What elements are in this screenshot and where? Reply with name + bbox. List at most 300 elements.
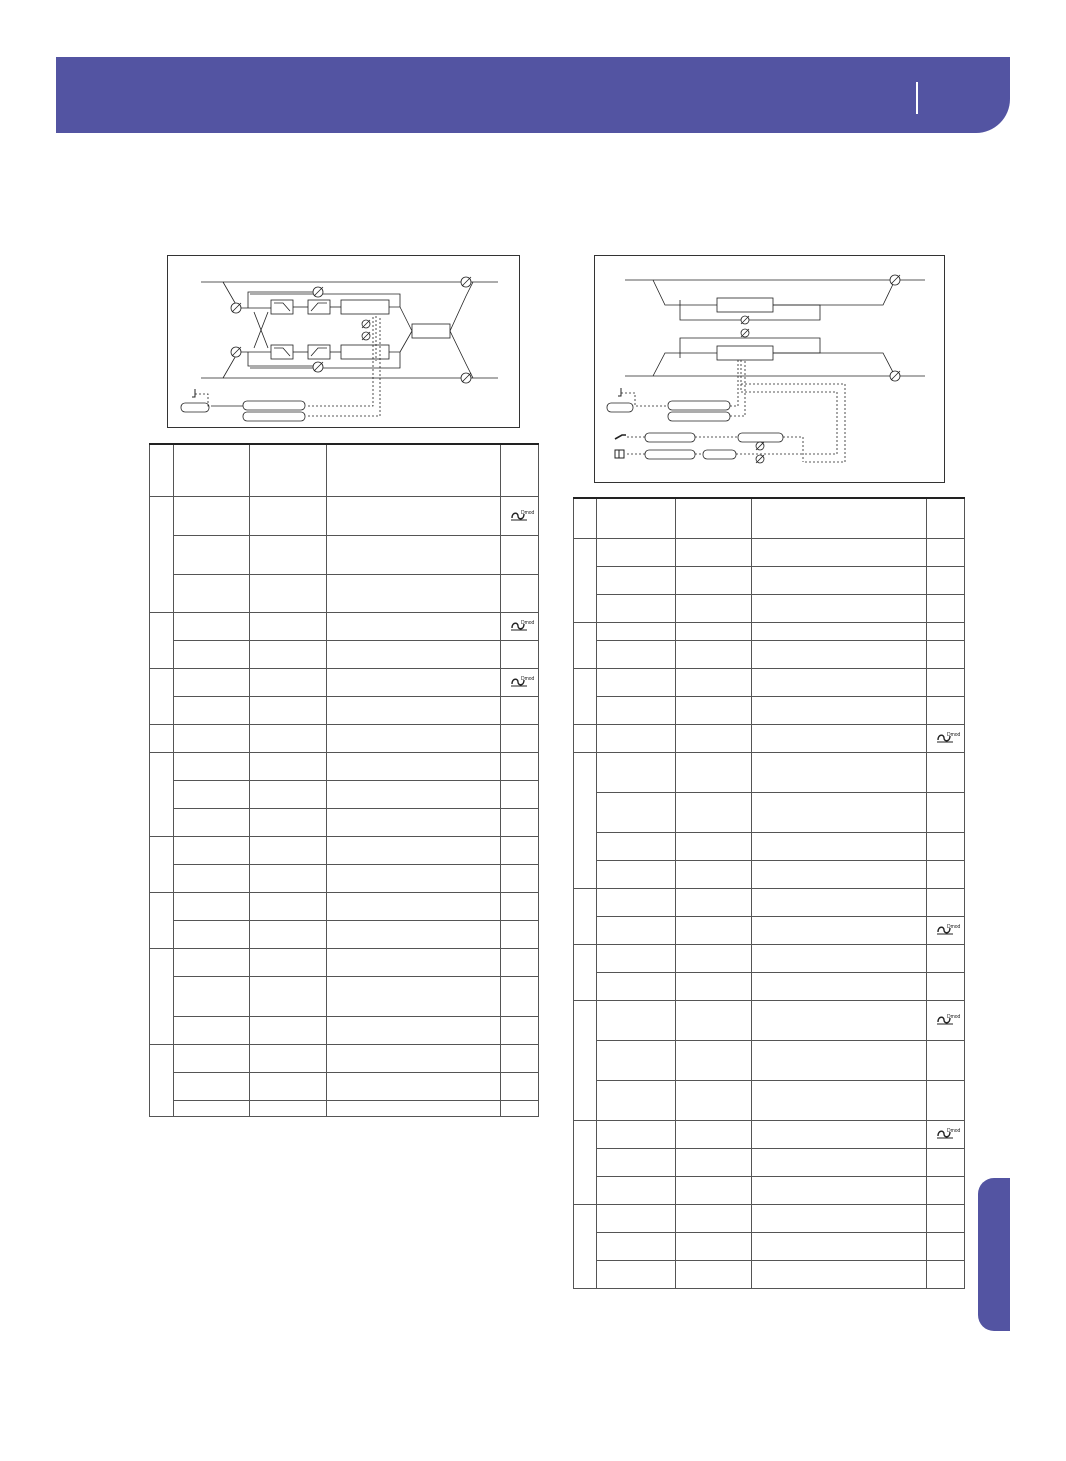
table-cell xyxy=(752,1080,927,1120)
table-row xyxy=(150,724,539,752)
table-cell xyxy=(752,696,927,724)
modulation-cell xyxy=(501,920,539,948)
table-row xyxy=(150,976,539,1016)
group-cell xyxy=(574,1000,597,1120)
table-cell xyxy=(752,1260,927,1288)
table-cell xyxy=(597,1120,676,1148)
table-cell xyxy=(597,752,676,792)
table-cell xyxy=(597,888,676,916)
table-row xyxy=(150,1016,539,1044)
table-cell xyxy=(676,622,752,640)
modulation-cell xyxy=(501,752,539,780)
table-row xyxy=(150,920,539,948)
table-row xyxy=(150,1072,539,1100)
table-cell xyxy=(327,976,501,1016)
svg-text:Dmod: Dmod xyxy=(946,924,960,930)
source-box-1 xyxy=(645,433,695,442)
table-cell xyxy=(752,566,927,594)
table-cell xyxy=(676,972,752,1000)
table-cell xyxy=(250,808,327,836)
header-cell xyxy=(574,498,597,538)
dmod-source-icon xyxy=(509,508,534,522)
table-row xyxy=(150,1100,539,1116)
header-cell xyxy=(752,498,927,538)
table-cell xyxy=(327,574,501,612)
delay-box-lower xyxy=(717,346,773,360)
table-cell xyxy=(250,496,327,535)
table-cell xyxy=(250,780,327,808)
filter-hpf-upper xyxy=(308,300,330,314)
table-cell xyxy=(250,976,327,1016)
table-cell xyxy=(597,860,676,888)
table-cell xyxy=(676,944,752,972)
table-cell xyxy=(174,668,250,696)
table-cell xyxy=(597,792,676,832)
table-row xyxy=(574,1232,965,1260)
table-row xyxy=(574,622,965,640)
table-cell xyxy=(676,1120,752,1148)
table-cell xyxy=(174,640,250,668)
table-row xyxy=(574,724,965,752)
table-row xyxy=(574,1176,965,1204)
modulation-cell xyxy=(927,594,965,622)
dmod-source-icon xyxy=(509,618,534,632)
group-cell xyxy=(150,836,174,892)
table-cell xyxy=(327,1100,501,1116)
table-row xyxy=(150,574,539,612)
table-cell xyxy=(752,538,927,566)
dmod-source-icon xyxy=(509,674,534,688)
table-cell xyxy=(752,724,927,752)
table-row xyxy=(574,972,965,1000)
note-tempo-icon xyxy=(618,388,621,396)
table-cell xyxy=(327,1044,501,1072)
modulation-cell xyxy=(501,1100,539,1116)
modulation-cell xyxy=(927,1148,965,1176)
header-cell xyxy=(150,444,174,496)
modulation-cell xyxy=(927,916,965,944)
modulation-cell xyxy=(927,668,965,696)
modulation-cell xyxy=(501,612,539,640)
source-box-4 xyxy=(703,450,736,459)
table-cell xyxy=(250,724,327,752)
table-cell xyxy=(676,1040,752,1080)
table-cell xyxy=(327,892,501,920)
modulation-cell xyxy=(927,1120,965,1148)
left-parameter-table xyxy=(149,443,539,1117)
table-cell xyxy=(327,864,501,892)
modulation-cell xyxy=(501,864,539,892)
modulation-cell xyxy=(501,496,539,535)
table-cell xyxy=(327,640,501,668)
modulation-cell xyxy=(927,538,965,566)
table-row xyxy=(150,752,539,780)
modulation-cell xyxy=(927,752,965,792)
header-cell xyxy=(597,498,676,538)
table-row xyxy=(150,612,539,640)
table-cell xyxy=(174,612,250,640)
group-cell xyxy=(150,892,174,948)
table-row xyxy=(574,1080,965,1120)
modulation-cell xyxy=(927,1000,965,1040)
source-box-3 xyxy=(738,433,783,442)
table-row xyxy=(150,1044,539,1072)
modulation-cell xyxy=(501,780,539,808)
table-row xyxy=(150,496,539,535)
table-cell xyxy=(597,972,676,1000)
modulation-cell xyxy=(927,1080,965,1120)
table-cell xyxy=(597,622,676,640)
table-cell xyxy=(752,1148,927,1176)
table-cell xyxy=(250,836,327,864)
group-cell xyxy=(574,622,597,668)
table-header-row xyxy=(574,498,965,538)
table-cell xyxy=(597,832,676,860)
table-row xyxy=(150,535,539,574)
table-cell xyxy=(327,496,501,535)
table-cell xyxy=(597,1176,676,1204)
svg-text:Dmod: Dmod xyxy=(520,620,534,626)
table-cell xyxy=(597,1040,676,1080)
table-cell xyxy=(327,668,501,696)
svg-text:Dmod: Dmod xyxy=(946,732,960,738)
modulation-cell xyxy=(501,808,539,836)
table-cell xyxy=(250,892,327,920)
table-cell xyxy=(676,1260,752,1288)
table-row xyxy=(574,888,965,916)
table-cell xyxy=(174,535,250,574)
table-row xyxy=(574,860,965,888)
dmod-source-icon xyxy=(935,1012,960,1026)
table-cell xyxy=(752,752,927,792)
table-cell xyxy=(597,724,676,752)
table-cell xyxy=(676,696,752,724)
table-cell xyxy=(250,1100,327,1116)
table-cell xyxy=(597,1080,676,1120)
table-cell xyxy=(250,752,327,780)
modulation-cell xyxy=(501,640,539,668)
table-row xyxy=(150,696,539,724)
right-parameter-table xyxy=(573,497,965,1289)
modulation-cell xyxy=(501,535,539,574)
table-cell xyxy=(597,944,676,972)
table-cell xyxy=(250,948,327,976)
group-cell xyxy=(574,668,597,724)
table-cell xyxy=(597,1204,676,1232)
table-cell xyxy=(327,752,501,780)
lfo-box-1 xyxy=(668,401,730,410)
mixer-box xyxy=(412,324,450,338)
lfo-box-1 xyxy=(243,401,305,410)
modulation-cell xyxy=(501,724,539,752)
table-cell xyxy=(676,1204,752,1232)
table-cell xyxy=(752,1232,927,1260)
table-cell xyxy=(752,594,927,622)
table-cell xyxy=(327,1016,501,1044)
table-cell xyxy=(327,696,501,724)
table-cell xyxy=(250,1016,327,1044)
table-row xyxy=(574,1040,965,1080)
table-cell xyxy=(597,668,676,696)
table-cell xyxy=(676,1176,752,1204)
table-cell xyxy=(174,496,250,535)
table-cell xyxy=(174,780,250,808)
table-cell xyxy=(327,808,501,836)
table-cell xyxy=(250,612,327,640)
modulation-cell xyxy=(927,696,965,724)
table-row xyxy=(150,808,539,836)
svg-text:Dmod: Dmod xyxy=(520,676,534,682)
dmod-source-box xyxy=(607,403,633,412)
table-row xyxy=(574,594,965,622)
filter-hpf-lower xyxy=(308,345,330,359)
table-cell xyxy=(174,976,250,1016)
table-row xyxy=(150,864,539,892)
modulation-cell xyxy=(501,574,539,612)
table-cell xyxy=(752,944,927,972)
table-row xyxy=(574,1120,965,1148)
table-cell xyxy=(327,612,501,640)
svg-text:Dmod: Dmod xyxy=(946,1128,960,1134)
table-row xyxy=(574,752,965,792)
table-cell xyxy=(174,808,250,836)
group-cell xyxy=(574,1120,597,1204)
modulation-cell xyxy=(501,1072,539,1100)
group-cell xyxy=(574,538,597,622)
table-cell xyxy=(174,724,250,752)
table-row xyxy=(574,566,965,594)
table-row xyxy=(150,836,539,864)
group-cell xyxy=(574,944,597,1000)
lfo-box-2 xyxy=(668,412,730,421)
table-cell xyxy=(250,864,327,892)
table-row xyxy=(574,916,965,944)
table-cell xyxy=(174,864,250,892)
table-header-row xyxy=(150,444,539,496)
table-cell xyxy=(676,640,752,668)
delay-lower xyxy=(341,345,389,359)
table-cell xyxy=(597,916,676,944)
section-side-tab[interactable] xyxy=(978,1178,1010,1331)
lfo-box-2 xyxy=(243,412,305,421)
table-cell xyxy=(174,696,250,724)
header-cell xyxy=(327,444,501,496)
table-cell xyxy=(676,1232,752,1260)
group-cell xyxy=(574,888,597,944)
group-cell xyxy=(150,1044,174,1116)
svg-text:Dmod: Dmod xyxy=(946,1014,960,1020)
right-block-diagram xyxy=(594,255,945,483)
group-cell xyxy=(150,668,174,724)
table-cell xyxy=(250,535,327,574)
modulation-cell xyxy=(927,944,965,972)
modulation-cell xyxy=(927,566,965,594)
table-cell xyxy=(676,1080,752,1120)
modulation-cell xyxy=(927,1260,965,1288)
header-band xyxy=(56,57,1010,133)
table-cell xyxy=(597,594,676,622)
table-cell xyxy=(676,538,752,566)
table-cell xyxy=(752,1040,927,1080)
table-cell xyxy=(327,836,501,864)
table-cell xyxy=(676,566,752,594)
table-cell xyxy=(676,792,752,832)
header-divider xyxy=(916,82,918,114)
modulation-cell xyxy=(927,832,965,860)
table-cell xyxy=(250,1044,327,1072)
table-row xyxy=(574,1260,965,1288)
table-cell xyxy=(597,1260,676,1288)
group-cell xyxy=(150,496,174,612)
table-cell xyxy=(752,792,927,832)
table-cell xyxy=(676,752,752,792)
modulation-cell xyxy=(927,1204,965,1232)
modulation-cell xyxy=(927,792,965,832)
table-cell xyxy=(174,1044,250,1072)
table-cell xyxy=(752,1120,927,1148)
group-cell xyxy=(574,752,597,888)
pedal-icon xyxy=(615,435,626,439)
modulation-cell xyxy=(501,696,539,724)
table-cell xyxy=(597,566,676,594)
modulation-cell xyxy=(927,860,965,888)
modulation-cell xyxy=(927,1232,965,1260)
filter-lpf-upper xyxy=(271,300,293,314)
table-cell xyxy=(327,948,501,976)
table-cell xyxy=(174,574,250,612)
table-cell xyxy=(752,1204,927,1232)
table-cell xyxy=(174,948,250,976)
table-row xyxy=(574,538,965,566)
table-cell xyxy=(597,1148,676,1176)
table-cell xyxy=(676,1148,752,1176)
table-row xyxy=(150,892,539,920)
table-cell xyxy=(597,696,676,724)
modulation-cell xyxy=(927,1040,965,1080)
modulation-cell xyxy=(927,724,965,752)
table-cell xyxy=(174,836,250,864)
header-cell xyxy=(676,498,752,538)
modulation-cell xyxy=(501,1044,539,1072)
table-cell xyxy=(174,892,250,920)
table-cell xyxy=(174,920,250,948)
table-cell xyxy=(752,622,927,640)
table-cell xyxy=(250,696,327,724)
table-cell xyxy=(752,640,927,668)
modulation-cell xyxy=(927,622,965,640)
table-cell xyxy=(174,1100,250,1116)
modulation-cell xyxy=(501,1016,539,1044)
table-cell xyxy=(676,594,752,622)
table-cell xyxy=(250,1072,327,1100)
table-cell xyxy=(327,535,501,574)
table-cell xyxy=(597,538,676,566)
modulation-cell xyxy=(927,972,965,1000)
table-cell xyxy=(174,1072,250,1100)
svg-text:Dmod: Dmod xyxy=(520,509,534,516)
table-row xyxy=(150,668,539,696)
table-cell xyxy=(174,752,250,780)
table-cell xyxy=(752,832,927,860)
table-row xyxy=(574,1148,965,1176)
table-cell xyxy=(752,888,927,916)
modulation-cell xyxy=(927,640,965,668)
modulation-cell xyxy=(501,976,539,1016)
dmod-source-icon xyxy=(935,730,960,744)
table-cell xyxy=(752,668,927,696)
table-cell xyxy=(676,668,752,696)
group-cell xyxy=(150,752,174,836)
table-row xyxy=(574,1204,965,1232)
modulation-cell xyxy=(501,948,539,976)
table-cell xyxy=(327,780,501,808)
table-row xyxy=(574,1000,965,1040)
table-cell xyxy=(250,574,327,612)
keyboard-icon xyxy=(615,450,624,458)
modulation-cell xyxy=(501,892,539,920)
modulation-cell xyxy=(501,668,539,696)
filter-lpf-lower xyxy=(271,345,293,359)
table-row xyxy=(574,792,965,832)
table-cell xyxy=(597,1000,676,1040)
table-cell xyxy=(752,1176,927,1204)
header-cell xyxy=(501,444,539,496)
modulation-cell xyxy=(927,1176,965,1204)
table-row xyxy=(574,668,965,696)
table-cell xyxy=(676,888,752,916)
table-cell xyxy=(327,920,501,948)
modulation-cell xyxy=(927,888,965,916)
table-cell xyxy=(752,916,927,944)
table-cell xyxy=(327,724,501,752)
source-box-2 xyxy=(645,450,695,459)
left-block-diagram xyxy=(167,255,520,428)
table-row xyxy=(574,696,965,724)
delay-upper xyxy=(341,300,389,314)
header-cell xyxy=(250,444,327,496)
header-cell xyxy=(927,498,965,538)
dmod-source-box xyxy=(181,403,209,412)
dmod-source-icon xyxy=(935,1126,960,1140)
table-cell xyxy=(174,1016,250,1044)
group-cell xyxy=(150,724,174,752)
table-row xyxy=(150,780,539,808)
table-row xyxy=(574,832,965,860)
dmod-source-icon xyxy=(935,922,960,936)
table-cell xyxy=(676,724,752,752)
table-cell xyxy=(676,832,752,860)
group-cell xyxy=(574,1204,597,1288)
group-cell xyxy=(574,724,597,752)
table-row xyxy=(150,640,539,668)
header-cell xyxy=(174,444,250,496)
group-cell xyxy=(150,612,174,668)
modulation-cell xyxy=(501,836,539,864)
table-cell xyxy=(676,916,752,944)
table-cell xyxy=(752,860,927,888)
table-cell xyxy=(676,860,752,888)
delay-box-upper xyxy=(717,298,773,312)
table-cell xyxy=(250,640,327,668)
table-cell xyxy=(250,920,327,948)
group-cell xyxy=(150,948,174,1044)
table-cell xyxy=(752,1000,927,1040)
table-cell xyxy=(597,1232,676,1260)
table-cell xyxy=(327,1072,501,1100)
table-cell xyxy=(250,668,327,696)
table-cell xyxy=(752,972,927,1000)
table-row xyxy=(574,640,965,668)
